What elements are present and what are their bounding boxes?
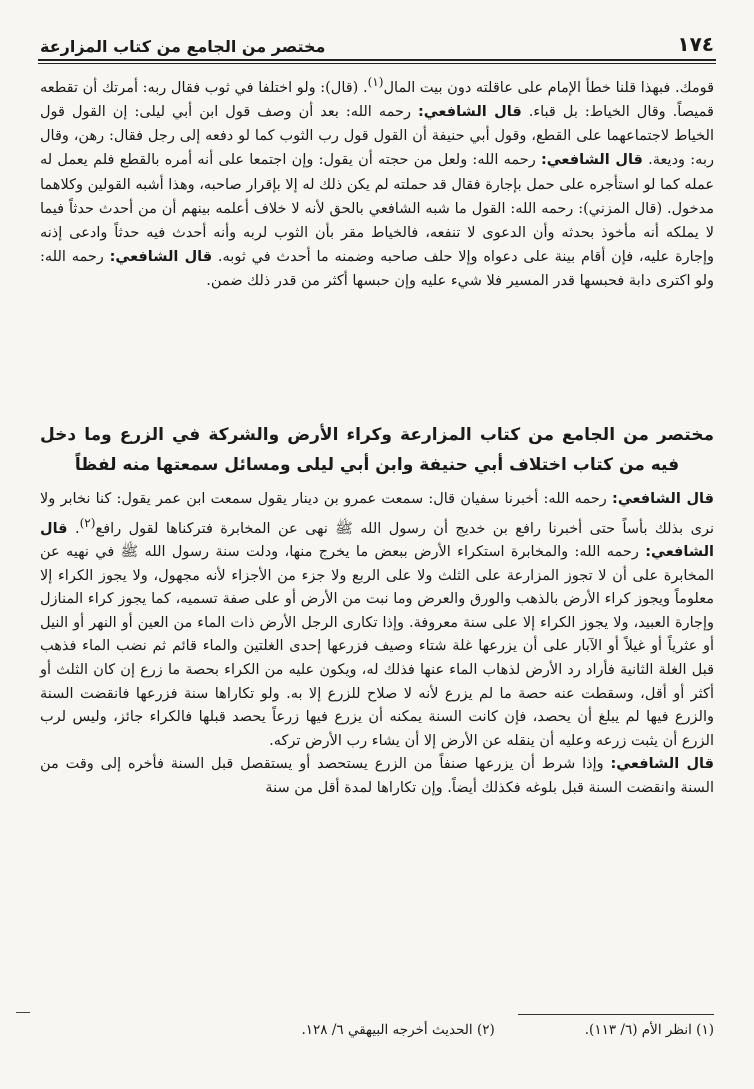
text-run: . bbox=[67, 520, 80, 537]
footnotes bbox=[40, 1022, 714, 1038]
text-run: رحمه الله: أخبرنا سفيان قال: سمعت عمرو بن دينار يقول سمعت ابن عمر يقول: كنا نخابر ولا نرى بذلك بأساً حتى أخبرنا رافع بن خديج أن رسول الله ﷺ نهى عن المخابرة فتركناها لقول رافع bbox=[40, 491, 715, 537]
footnote-ref-1: (١) bbox=[367, 75, 384, 89]
body-text-section-1 bbox=[40, 70, 714, 294]
shafii-label: قال الشافعي: bbox=[40, 520, 714, 561]
text-run: قومك. فبهذا قلنا خطأ الإمام على عاقلته دون بيت المال bbox=[383, 79, 715, 96]
section-heading: مختصر من الجامع من كتاب المزارعة وكراء الأرض والشركة في الزرع وما دخل فيه من كتاب اختلاف أبي حنيفة وابن أبي ليلى ومسائل سمعتها منه لفظاً bbox=[40, 425, 714, 475]
text-run: رحمه الله: ولعل من حجته أن يقول: وإن اجتمعا على أنه أمره بالقطع فلم يعمل له عمله كما لو استأجره على حمل بإجارة فقال قد حملته لم يكن ذلك له إلا بإقرار صاحبه، وهذا أشبه القولين وكلاهما مدخول. (قال المزني): رحمه الله: القول ما شبه الشافعي بالحق لأنه لا خلاف أعلمه بينهم أن من أحدث حدثاً فيما لا يملكه أنه مأخوذ بحدثه وأن الدعوى لا تنفعه، فالخياط مقر بأن الثوب لربه وأنه أحدث فيه حدثاً وادعى إذنه وإجارة عليه، فإن أقام بينة على دعواه وإلا حلف صاحبه وضمنه ما أحدث في ثوبه. bbox=[40, 152, 714, 266]
text-run: وإذا شرط أن يزرعها صنفاً من الزرع يستحصد أو يستقصل قبل السنة فأخره إلى وقت من السنة وانقضت السنة قبل بلوغه فكذلك أيضاً. وإن تكاراها لمدة أقل من سنة bbox=[40, 756, 714, 796]
text-run: رحمه الله: والمخابرة استكراء الأرض ببعض ما يخرج منها، ودلت سنة رسول الله ﷺ في نهيه عن المخابرة على أن لا تجوز المزارعة على الثلث ولا على الربع ولا جزء من الأجزاء لأنه مجهول، ولا يجوز الكراء إلا معلوماً ويجوز كراء الأرض بالذهب والورق والعرض وما نبت من الأرض أو على صفة تسميه، كما يجوز كراء المنازل وإجارة العبيد، ولا يجوز الكراء إلا على سنة معروفة. وإذا تكارى الرجل الأرض ذات الماء من العين أو النهر أو النيل أو عثرياً أو غيلاً أو الآبار على أن يزرعها غلة شتاء وصيف فزرعها إحدى الغلتين والماء قائم ثم نضب الماء فذهب قبل الغلة الثانية فأراد رد الأرض لذهاب الماء عنها فذلك له، ويكون عليه من الكراء بحصة ما زرع إن كان الثلث أو أكثر أو أقل، وسقطت عنه حصة ما لم يزرع لأنه لا صلاح للزرع إلا به. ولو تكاراها سنة فزرعها فانقضت السنة والزرع فيها لم يبلغ أن يحصد، فإن كانت السنة يمكنه أن يزرع فيها زرعاً يحصد قبلها فالكراء جائز، وليس لرب الزرع أن يثبت زرعه وعليه أن ينقله عن الأرض إلا أن يشاء رب الأرض تركه. bbox=[40, 544, 714, 749]
footnote-2: (٢) الحديث أخرجه البيهقي ٦/ ١٢٨. bbox=[301, 1022, 495, 1038]
page-header bbox=[40, 22, 714, 56]
paragraph-2 bbox=[40, 488, 714, 753]
header-rule-thin bbox=[38, 63, 716, 64]
running-title: مختصر من الجامع من كتاب المزارعة bbox=[40, 37, 326, 56]
text-run: رحمه الله: ولو اكترى دابة فحبسها قدر المسير فلا شيء عليه وإن حبسها أكثر من قدر ذلك ضمن. bbox=[40, 249, 714, 290]
footnote-rule bbox=[518, 1014, 714, 1015]
footnote-ref-2: (٢) bbox=[79, 515, 96, 530]
margin-mark bbox=[16, 1012, 30, 1013]
shafii-label: قال الشافعي: bbox=[109, 249, 213, 266]
shafii-label: قال الشافعي: bbox=[610, 756, 714, 773]
footnote-1: (١) انظر الأم (٦/ ١١٣). bbox=[584, 1022, 714, 1038]
paragraph-1 bbox=[40, 70, 714, 294]
shafii-label: قال الشافعي: bbox=[417, 104, 522, 121]
body-text-section-2 bbox=[40, 488, 714, 801]
shafii-label: قال الشافعي: bbox=[540, 152, 643, 169]
text-run: . (قال): ولو اختلفا في ثوب فقال ربه: أمرتك أن تقطعه قميصاً. وقال الخياط: بل قباء. bbox=[40, 79, 714, 121]
text-run: رحمه الله: بعد أن وصف قول ابن أبي ليلى: إن القول قول الخياط لاجتماعهما على القطع، وقول أبي حنيفة أن القول قول رب الثوب كما لو دفعه إلى رجل فقال: رهن، وقال ربه: وديعة. bbox=[40, 104, 714, 169]
paragraph-3 bbox=[40, 753, 714, 800]
page-number: ١٧٤ bbox=[677, 32, 714, 56]
shafii-label: قال الشافعي: bbox=[612, 491, 714, 507]
header-rule bbox=[38, 59, 716, 61]
